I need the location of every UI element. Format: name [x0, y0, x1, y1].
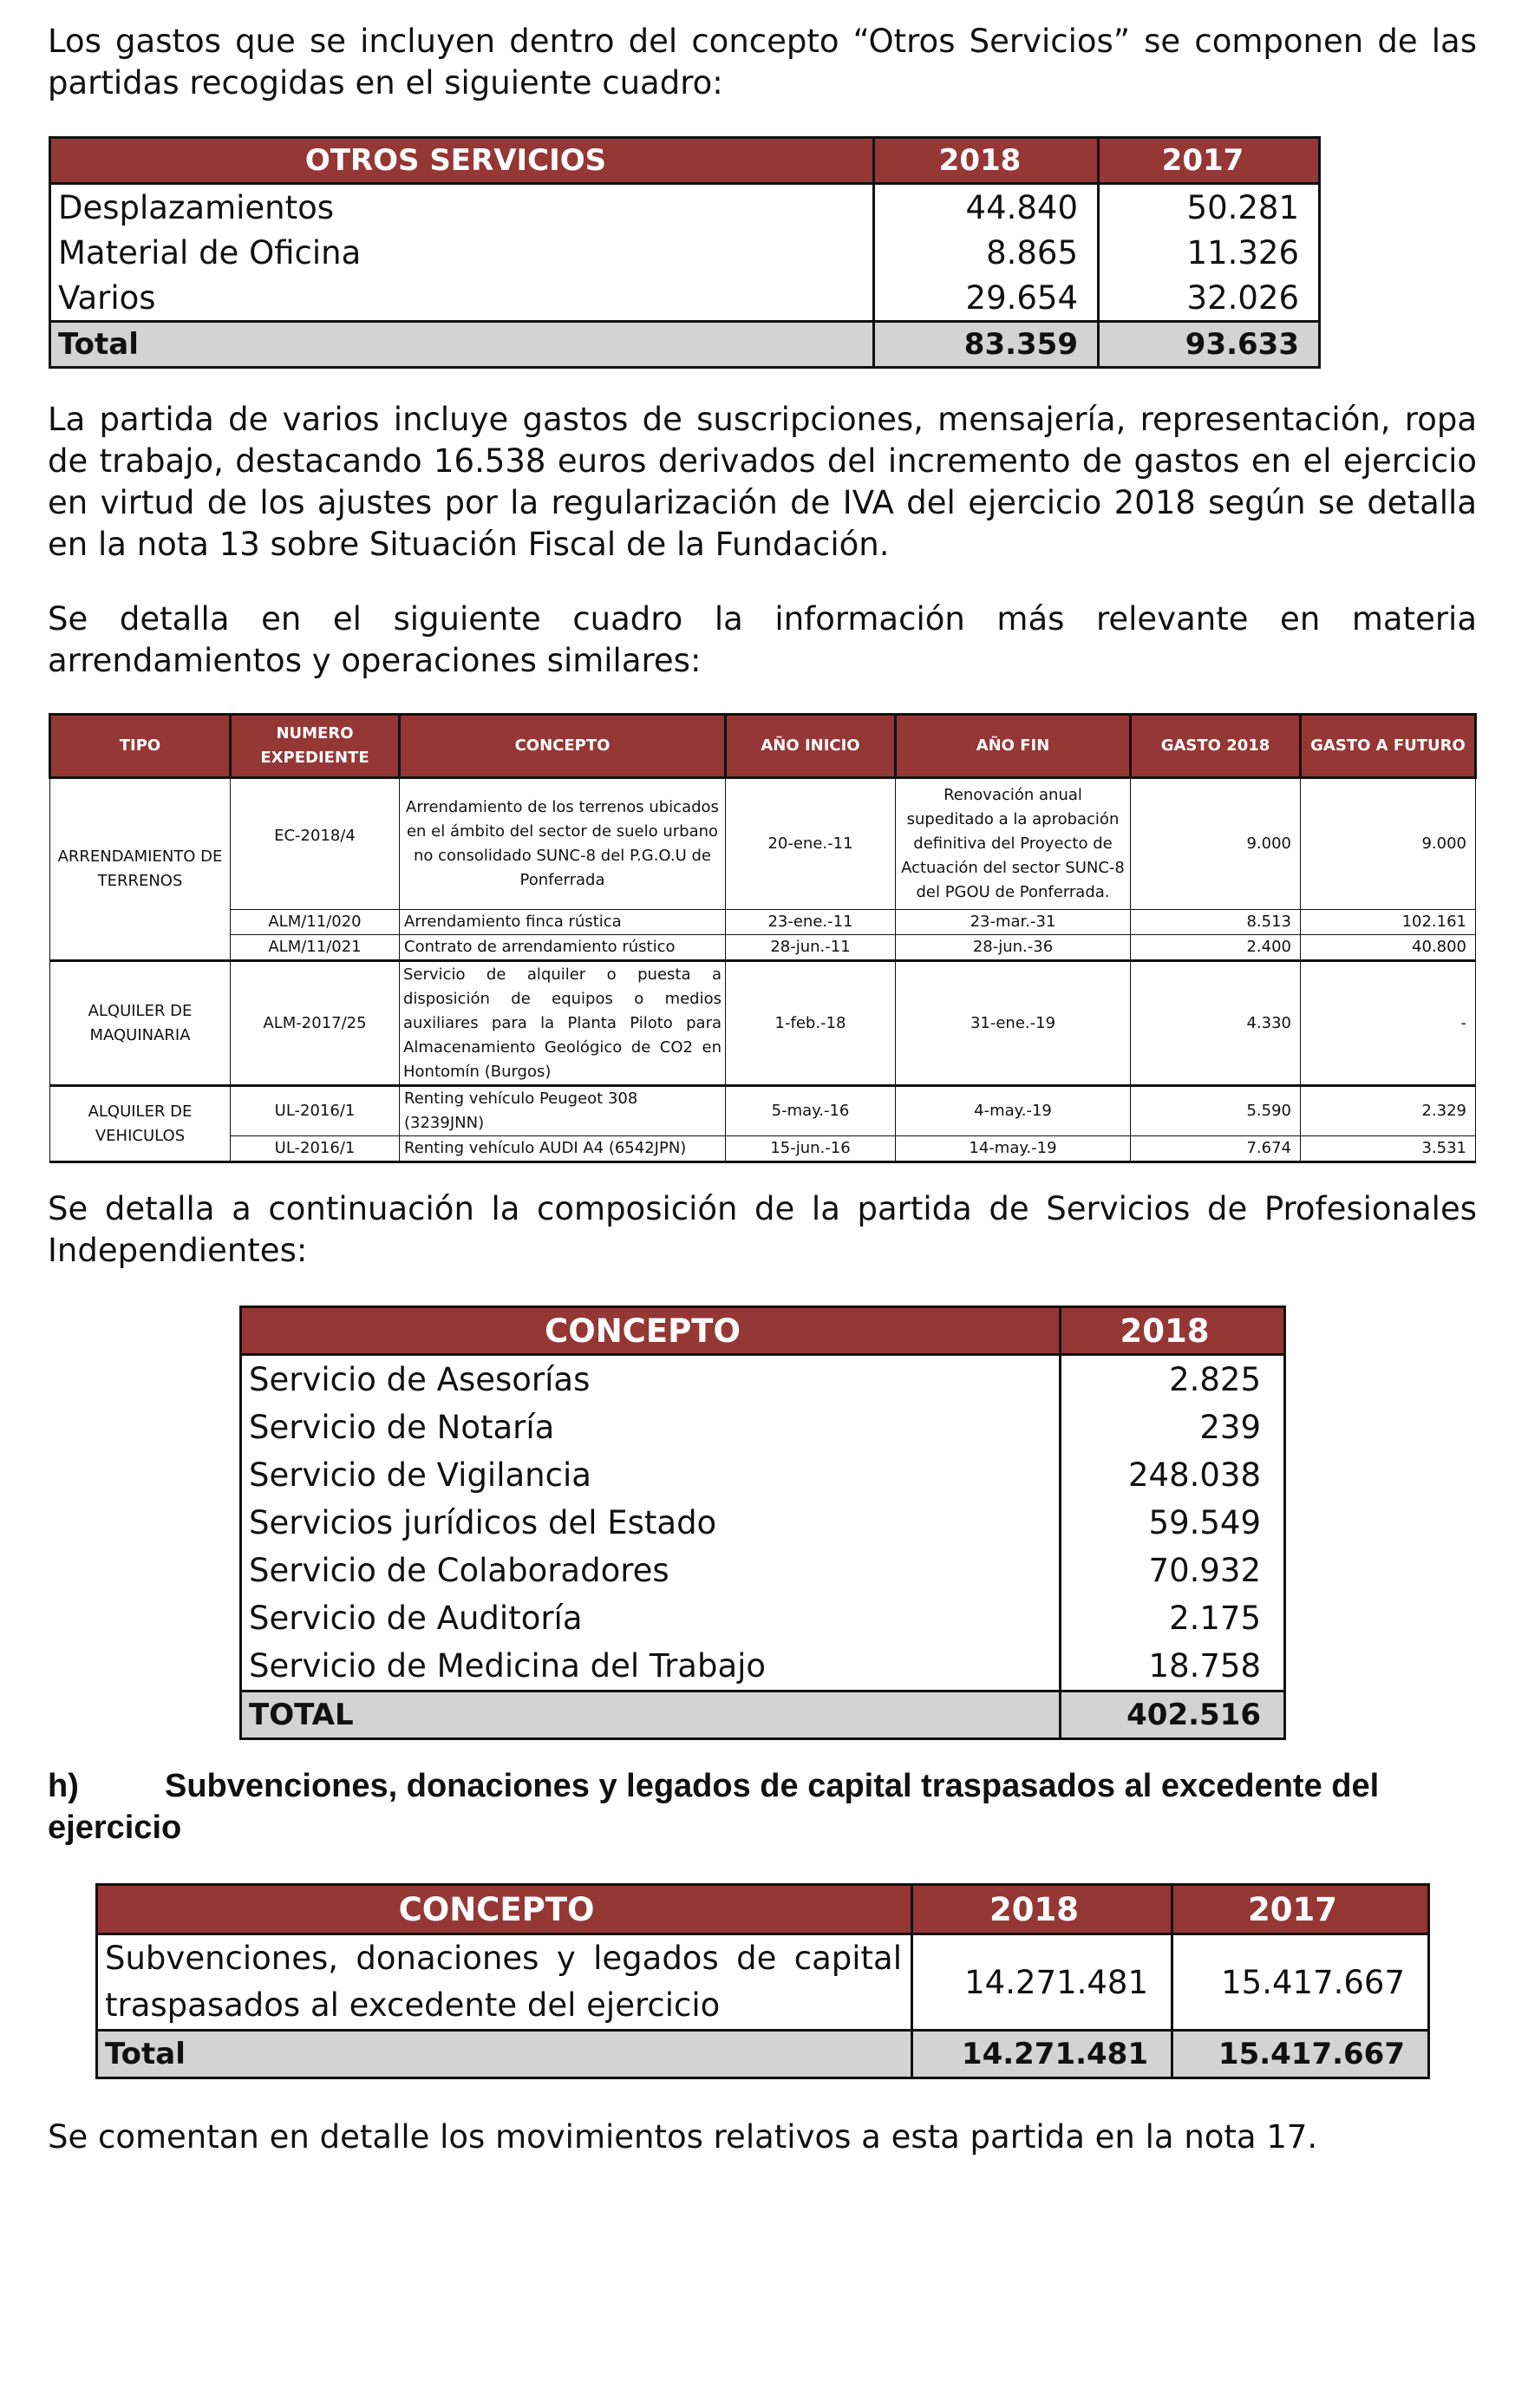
total-2018: 402.516 — [1061, 1691, 1285, 1739]
table-row — [50, 184, 1320, 231]
row-label: Desplazamientos — [50, 184, 874, 231]
concepto: Renting vehículo Peugeot 308 (3239JNN) — [400, 1086, 726, 1136]
fin: 28-jun.-36 — [896, 935, 1131, 961]
gasto-futuro: 2.329 — [1301, 1086, 1476, 1136]
table-row — [241, 1404, 1285, 1451]
col-header-gasto-futuro: GASTO A FUTURO — [1301, 715, 1476, 778]
section-h-heading — [48, 1765, 1479, 1849]
row-label: Servicio de Colaboradores — [241, 1547, 1061, 1594]
arrendamientos-table — [49, 713, 1477, 1163]
expediente: ALM/11/021 — [231, 935, 400, 961]
group-tipo: ALQUILER DE MAQUINARIA — [50, 961, 231, 1086]
otros-servicios-table — [49, 136, 1321, 369]
gasto-2018: 9.000 — [1131, 778, 1301, 910]
gasto-futuro: 9.000 — [1301, 778, 1476, 910]
inicio: 28-jun.-11 — [726, 935, 896, 961]
table-row — [50, 778, 1476, 910]
table-row — [50, 1136, 1476, 1162]
row-label: Material de Oficina — [50, 230, 874, 275]
value-2017: 15.417.667 — [1172, 1934, 1429, 2031]
gasto-futuro: 102.161 — [1301, 910, 1476, 935]
gasto-futuro: - — [1301, 961, 1476, 1086]
col-header-otros-servicios: OTROS SERVICIOS — [50, 138, 874, 184]
fin: 4-may.-19 — [896, 1086, 1131, 1136]
value-2018: 248.038 — [1061, 1451, 1285, 1499]
fin: Renovación anual supeditado a la aprobación definitiva del Proyecto de Actuación del sector SUNC-8 del PGOU de Ponferrada. — [896, 778, 1131, 910]
value-2018: 14.271.481 — [912, 1934, 1172, 2031]
gasto-2018: 4.330 — [1131, 961, 1301, 1086]
col-header-2017: 2017 — [1099, 138, 1320, 184]
fin: 14-may.-19 — [896, 1136, 1131, 1162]
total-row — [50, 322, 1320, 368]
col-header-inicio: AÑO INICIO — [726, 715, 896, 778]
varios-note-paragraph: La partida de varios incluye gastos de suscripciones, mensajería, representación, ropa de trabajo, destacando 16.538 euros derivados del incremento de gastos en el ejercicio en virtud de los ajustes por la regularización de IVA del ejercicio 2018 según se detalla en la nota 13 sobre Situación Fiscal de la Fundación. — [48, 401, 1477, 563]
table-row — [50, 910, 1476, 935]
concepto: Servicio de alquiler o puesta a disposición de equipos o medios auxiliares para la Planta Piloto para Almacenamiento Geológico de CO2 en Hontomín (Burgos) — [400, 961, 726, 1086]
gasto-2018: 2.400 — [1131, 935, 1301, 961]
col-header-tipo: TIPO — [50, 715, 231, 778]
expediente: ALM-2017/25 — [231, 961, 400, 1086]
col-header-gasto-2018: GASTO 2018 — [1131, 715, 1301, 778]
row-label: Servicio de Medicina del Trabajo — [241, 1642, 1061, 1691]
value-2018: 44.840 — [874, 184, 1099, 231]
concepto: Arrendamiento finca rústica — [400, 910, 726, 935]
concepto: Arrendamiento de los terrenos ubicados en el ámbito del sector de suelo urbano no consolidado SUNC-8 del P.G.O.U de Ponferrada — [400, 778, 726, 910]
fin: 23-mar.-31 — [896, 910, 1131, 935]
col-header-fin: AÑO FIN — [896, 715, 1131, 778]
intro-profesionales-paragraph: Se detalla a continuación la composición de la partida de Servicios de Profesionales Independientes: — [48, 1190, 1477, 1269]
value-2018: 29.654 — [874, 275, 1099, 322]
gasto-2018: 8.513 — [1131, 910, 1301, 935]
col-header-expediente: NUMERO EXPEDIENTE — [231, 715, 400, 778]
total-2018: 83.359 — [874, 322, 1099, 368]
closing-note-paragraph: Se comentan en detalle los movimientos relativos a esta partida en la nota 17. — [48, 2118, 1318, 2156]
table-row — [241, 1594, 1285, 1642]
expediente: EC-2018/4 — [231, 778, 400, 910]
value-2018: 8.865 — [874, 230, 1099, 275]
subvenciones-table — [95, 1883, 1430, 2079]
col-header-concepto: CONCEPTO — [97, 1885, 912, 1934]
table-row — [97, 1934, 1429, 2031]
value-2017: 32.026 — [1099, 275, 1320, 322]
inicio: 20-ene.-11 — [726, 778, 896, 910]
concepto: Contrato de arrendamiento rústico — [400, 935, 726, 961]
value-2017: 50.281 — [1099, 184, 1320, 231]
value-2018: 70.932 — [1061, 1547, 1285, 1594]
col-header-2017: 2017 — [1172, 1885, 1429, 1934]
concepto: Renting vehículo AUDI A4 (6542JPN) — [400, 1136, 726, 1162]
total-label: Total — [97, 2031, 912, 2078]
total-label: Total — [50, 322, 874, 368]
gasto-2018: 5.590 — [1131, 1086, 1301, 1136]
value-2018: 18.758 — [1061, 1642, 1285, 1691]
intro-otros-paragraph: Los gastos que se incluyen dentro del concepto “Otros Servicios” se componen de las partidas recogidas en el siguiente cuadro: — [48, 23, 1477, 101]
total-2017: 15.417.667 — [1172, 2031, 1429, 2078]
row-label: Subvenciones, donaciones y legados de capital traspasados al excedente del ejercicio — [97, 1934, 912, 2031]
table-row — [241, 1547, 1285, 1594]
value-2018: 2.825 — [1061, 1355, 1285, 1404]
gasto-futuro: 40.800 — [1301, 935, 1476, 961]
group-tipo: ARRENDAMIENTO DE TERRENOS — [50, 778, 231, 961]
section-letter: h) — [48, 1768, 79, 1804]
total-label: TOTAL — [241, 1691, 1061, 1739]
section-title: Subvenciones, donaciones y legados de capital traspasados al excedente del ejercicio — [48, 1768, 1380, 1846]
row-label: Servicio de Auditoría — [241, 1594, 1061, 1642]
value-2018: 239 — [1061, 1404, 1285, 1451]
table-row — [241, 1451, 1285, 1499]
table-row — [50, 935, 1476, 961]
total-2017: 93.633 — [1099, 322, 1320, 368]
intro-arrendamientos-paragraph: Se detalla en el siguiente cuadro la información más relevante en materia arrendamientos y operaciones similares: — [48, 600, 1477, 679]
table-row — [50, 1086, 1476, 1136]
table-row — [50, 275, 1320, 322]
inicio: 15-jun.-16 — [726, 1136, 896, 1162]
fin: 31-ene.-19 — [896, 961, 1131, 1086]
inicio: 23-ene.-11 — [726, 910, 896, 935]
expediente: ALM/11/020 — [231, 910, 400, 935]
col-header-2018: 2018 — [912, 1885, 1172, 1934]
col-header-2018: 2018 — [874, 138, 1099, 184]
col-header-2018: 2018 — [1061, 1307, 1285, 1355]
expediente: UL-2016/1 — [231, 1136, 400, 1162]
inicio: 1-feb.-18 — [726, 961, 896, 1086]
row-label: Servicio de Asesorías — [241, 1355, 1061, 1404]
expediente: UL-2016/1 — [231, 1086, 400, 1136]
row-label: Servicios jurídicos del Estado — [241, 1499, 1061, 1547]
col-header-concepto: CONCEPTO — [241, 1307, 1061, 1355]
row-label: Varios — [50, 275, 874, 322]
row-label: Servicio de Vigilancia — [241, 1451, 1061, 1499]
total-row — [241, 1691, 1285, 1739]
table-row — [241, 1355, 1285, 1404]
row-label: Servicio de Notaría — [241, 1404, 1061, 1451]
table-row — [241, 1499, 1285, 1547]
gasto-2018: 7.674 — [1131, 1136, 1301, 1162]
value-2017: 11.326 — [1099, 230, 1320, 275]
total-row — [97, 2031, 1429, 2078]
col-header-concepto: CONCEPTO — [400, 715, 726, 778]
profesionales-table — [239, 1305, 1286, 1740]
total-2018: 14.271.481 — [912, 2031, 1172, 2078]
table-row — [50, 230, 1320, 275]
group-tipo: ALQUILER DE VEHICULOS — [50, 1086, 231, 1162]
value-2018: 59.549 — [1061, 1499, 1285, 1547]
table-row — [241, 1642, 1285, 1691]
table-row — [50, 961, 1476, 1086]
value-2018: 2.175 — [1061, 1594, 1285, 1642]
inicio: 5-may.-16 — [726, 1086, 896, 1136]
gasto-futuro: 3.531 — [1301, 1136, 1476, 1162]
